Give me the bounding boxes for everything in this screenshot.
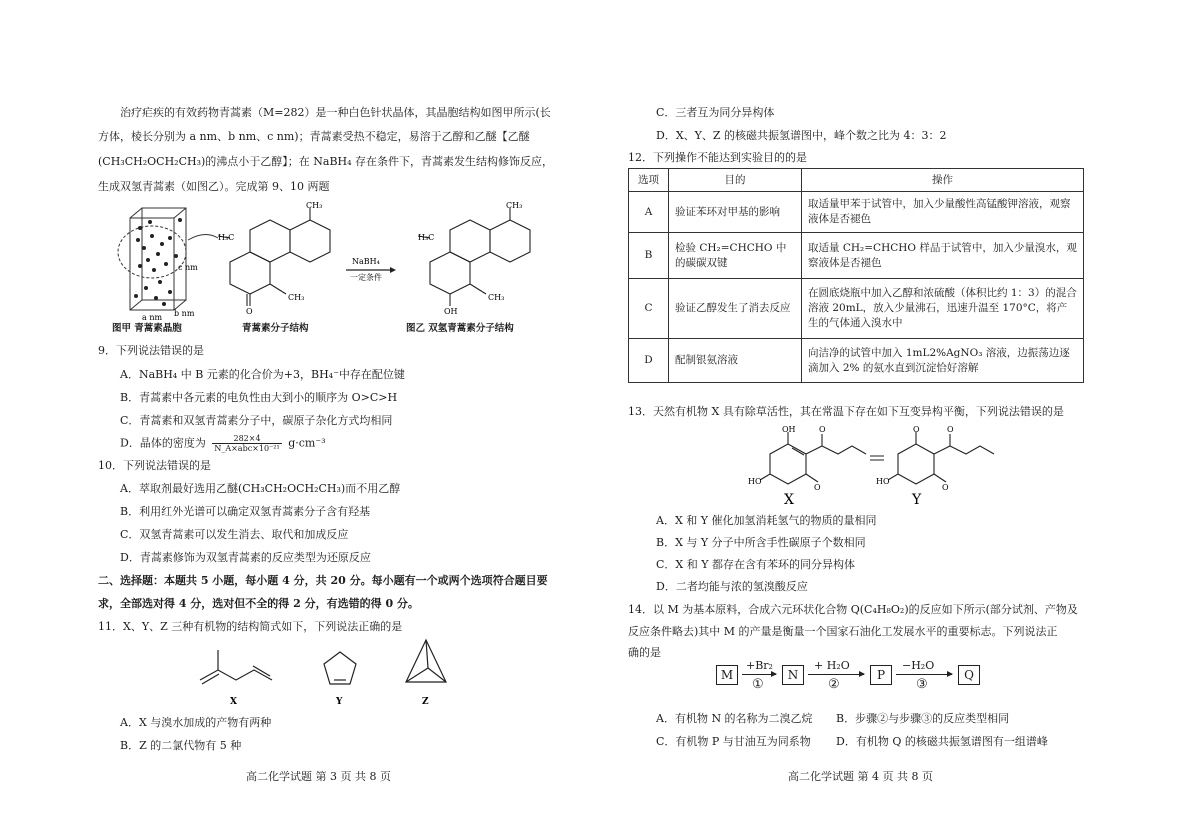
intro-line-2: 方体，棱长分别为 a nm、b nm、c nm)；青蒿素受热不稳定，易溶于乙醇和乙醚【乙醚 bbox=[98, 130, 530, 143]
q11-option-c: C．三者互为同分异构体 bbox=[656, 106, 775, 119]
label-y: Y bbox=[336, 697, 343, 707]
q13-option-d: D．二者均能与浓的氢溴酸反应 bbox=[656, 580, 808, 593]
h3c-label-2: H₃C bbox=[418, 233, 435, 242]
row-a-goal: 验证苯环对甲基的影响 bbox=[669, 192, 802, 233]
table-row bbox=[629, 192, 1084, 233]
compound-m: M bbox=[716, 665, 738, 685]
row-c-goal: 验证乙醇发生了消去反应 bbox=[669, 279, 802, 339]
q12-stem: 12．下列操作不能达到实验目的的是 bbox=[628, 151, 807, 164]
caption-jia: 图甲 青蒿素晶胞 bbox=[112, 323, 182, 334]
row-b-goal: 检验 CH₂=CHCHO 中的碳碳双键 bbox=[669, 233, 802, 279]
x-o-label-2: O bbox=[814, 483, 821, 492]
ch3-label-4: CH₃ bbox=[488, 293, 505, 302]
table-header-row bbox=[629, 169, 1084, 192]
table-row bbox=[629, 279, 1084, 339]
artemisinin-structure bbox=[218, 208, 330, 306]
section2-line-2: 求，全部选对得 4 分，选对但不全的得 2 分，有选错的得 0 分。 bbox=[98, 597, 419, 610]
ch3-label-3: CH₃ bbox=[506, 201, 523, 210]
q11-stem: 11．X、Y、Z 三种有机物的结构简式如下，下列说法正确的是 bbox=[98, 620, 403, 633]
x-oh-label: OH bbox=[782, 425, 796, 434]
q9-option-d bbox=[120, 434, 326, 453]
row-d-operation: 向洁净的试管中加入 1mL2%AgNO₃ 溶液，边振荡边逐滴加入 2% 的氨水直到沉淀恰好溶解 bbox=[802, 339, 1084, 383]
row-b-option: B bbox=[629, 233, 669, 279]
q14-stem-2: 反应条件略去)其中 M 的产量是衡量一个国家石油化工发展水平的重要标志。下列说法正 bbox=[628, 625, 1058, 638]
label-bnm: b nm bbox=[174, 309, 195, 318]
label-y: Y bbox=[912, 492, 922, 508]
y-o-label-3: O bbox=[942, 483, 949, 492]
unit-cell-diagram bbox=[118, 208, 186, 310]
reagent-bottom: 一定条件 bbox=[350, 273, 382, 282]
fraction-denominator: N_A×abc×10⁻²¹ bbox=[214, 444, 280, 453]
q11-option-a: A．X 与溴水加成的产物有两种 bbox=[120, 716, 272, 729]
arrow-step-3 bbox=[896, 674, 952, 675]
q14-stem-3: 确的是 bbox=[628, 646, 661, 659]
pointer-arrow bbox=[188, 234, 218, 240]
dihydroartemisinin-structure bbox=[418, 208, 530, 306]
compound-p: P bbox=[870, 665, 892, 685]
q9-stem: 9．下列说法错误的是 bbox=[98, 344, 204, 357]
x-o-label: O bbox=[819, 425, 826, 434]
q10-option-b: B．利用红外光谱可以确定双氢青蒿素分子含有羟基 bbox=[120, 505, 371, 518]
arrow-step-2 bbox=[808, 674, 864, 675]
q14-option-a: A．有机物 N 的名称为二溴乙烷 bbox=[656, 712, 813, 725]
q13-option-a: A．X 和 Y 催化加氢消耗氢气的物质的量相同 bbox=[656, 514, 877, 527]
q10-option-d: D．青蒿素修饰为双氢青蒿素的反应类型为还原反应 bbox=[120, 551, 371, 564]
row-c-option: C bbox=[629, 279, 669, 339]
label-z: Z bbox=[422, 697, 429, 707]
row-a-option: A bbox=[629, 192, 669, 233]
q14-reaction-flow bbox=[716, 660, 986, 700]
row-b-operation: 取适量 CH₂=CHCHO 样品于试管中，加入少量溴水，观察液体是否褪色 bbox=[802, 233, 1084, 279]
q10-stem: 10．下列说法错误的是 bbox=[98, 459, 211, 472]
oh-label: OH bbox=[444, 307, 458, 316]
section2-line-1: 二、选择题：本题共 5 小题，每小题 4 分，共 20 分。每小题有一个或两个选项符合题目要 bbox=[98, 574, 548, 587]
label-x: X bbox=[230, 697, 237, 707]
y-o-label-2: O bbox=[947, 425, 954, 434]
q9-d-unit: g·cm⁻³ bbox=[288, 436, 326, 450]
x-ho-label: HO bbox=[748, 477, 762, 486]
structure-z bbox=[406, 640, 446, 682]
q14-stem-1: 14．以 M 为基本原料，合成六元环状化合物 Q(C₄H₈O₂)的反应如下所示(部分试剂、产物及 bbox=[628, 603, 1078, 616]
q13-tautomer-figure bbox=[748, 422, 1008, 508]
q13-stem: 13．天然有机物 X 具有除草活性，其在常温下存在如下互变异构平衡，下列说法错误的是 bbox=[628, 405, 1064, 418]
step-3-label: ③ bbox=[916, 677, 928, 692]
reagent-h2o: + H₂O bbox=[814, 659, 850, 672]
reagent-br2: +Br₂ bbox=[746, 659, 773, 672]
h3c-label: H₃C bbox=[218, 233, 235, 242]
header-operation: 操作 bbox=[802, 169, 1084, 192]
header-option: 选项 bbox=[629, 169, 669, 192]
step-2-label: ② bbox=[828, 677, 840, 692]
q14-option-c: C．有机物 P 与甘油互为同系物 bbox=[656, 735, 811, 748]
compound-q: Q bbox=[958, 665, 980, 685]
ch3-label: CH₃ bbox=[306, 201, 323, 210]
table-row bbox=[629, 233, 1084, 279]
q11-option-d: D．X、Y、Z 的核磁共振氢谱图中，峰个数之比为 4：3：2 bbox=[656, 129, 947, 142]
label-x: X bbox=[784, 492, 794, 508]
structure-y bbox=[324, 652, 356, 684]
intro-line-4: 生成双氢青蒿素（如图乙）。完成第 9、10 两题 bbox=[98, 180, 330, 193]
structure-y bbox=[888, 432, 994, 484]
left-footer: 高二化学试题 第 3 页 共 8 页 bbox=[246, 770, 391, 783]
caption-yi: 图乙 双氢青蒿素分子结构 bbox=[406, 323, 514, 334]
row-a-operation: 取适量甲苯于试管中，加入少量酸性高锰酸钾溶液，观察液体是否褪色 bbox=[802, 192, 1084, 233]
row-c-operation: 在圆底烧瓶中加入乙醇和浓硫酸（体积比约 1：3）的混合溶液 20mL，放入少量沸石，迅速升温至 170°C，将产生的气体通入溴水中 bbox=[802, 279, 1084, 339]
q11-structures bbox=[190, 636, 470, 708]
y-ho-label: HO bbox=[876, 477, 890, 486]
header-goal: 目的 bbox=[669, 169, 802, 192]
cell-molecule-dots bbox=[134, 218, 182, 306]
structure-x bbox=[200, 650, 272, 684]
label-cnm: c nm bbox=[178, 263, 198, 272]
q9-d-prefix: D．晶体的密度为 bbox=[120, 436, 206, 450]
caption-molecule: 青蒿素分子结构 bbox=[242, 323, 309, 334]
q9-option-b: B．青蒿素中各元素的电负性由大到小的顺序为 O>C>H bbox=[120, 391, 398, 404]
table-row bbox=[629, 339, 1084, 383]
q9-option-a: A．NaBH₄ 中 B 元素的化合价为+3，BH₄⁻中存在配位键 bbox=[120, 368, 405, 381]
compound-n: N bbox=[782, 665, 804, 685]
intro-line-1: 治疗疟疾的有效药物青蒿素（M=282）是一种白色针状晶体，其晶胞结构如图甲所示(长 bbox=[120, 106, 551, 119]
structure-x bbox=[760, 432, 866, 484]
q11-option-b: B．Z 的二氯代物有 5 种 bbox=[120, 739, 242, 752]
o-label: O bbox=[246, 307, 253, 316]
reagent-minus-h2o: −H₂O bbox=[902, 659, 935, 672]
density-fraction bbox=[212, 434, 281, 453]
y-o-label: O bbox=[913, 425, 920, 434]
q13-option-b: B．X 与 Y 分子中所含手性碳原子个数相同 bbox=[656, 536, 866, 549]
equilibrium-arrows bbox=[870, 456, 884, 460]
reagent-top: NaBH₄ bbox=[352, 257, 380, 266]
step-1-label: ① bbox=[752, 677, 764, 692]
arrow-step-1 bbox=[742, 674, 776, 675]
q12-table bbox=[628, 168, 1084, 383]
artemisinin-figure bbox=[100, 200, 560, 340]
right-footer: 高二化学试题 第 4 页 共 8 页 bbox=[788, 770, 933, 783]
ch3-label-2: CH₃ bbox=[288, 293, 305, 302]
intro-line-3: (CH₃CH₂OCH₂CH₃)的沸点小于乙醇】；在 NaBH₄ 存在条件下，青蒿素发生结构修饰反应， bbox=[98, 155, 554, 168]
q14-option-d: D．有机物 Q 的核磁共振氢谱图有一组谱峰 bbox=[836, 735, 1048, 748]
fraction-numerator: 282×4 bbox=[212, 434, 281, 444]
label-anm: a nm bbox=[142, 313, 163, 322]
row-d-option: D bbox=[629, 339, 669, 383]
q10-option-c: C．双氢青蒿素可以发生消去、取代和加成反应 bbox=[120, 528, 349, 541]
q14-option-b: B．步骤②与步骤③的反应类型相同 bbox=[836, 712, 1010, 725]
q10-option-a: A．萃取剂最好选用乙醚(CH₃CH₂OCH₂CH₃)而不用乙醇 bbox=[120, 482, 401, 495]
q9-option-c: C．青蒿素和双氢青蒿素分子中，碳原子杂化方式均相同 bbox=[120, 414, 393, 427]
q13-option-c: C．X 和 Y 都存在含有苯环的同分异构体 bbox=[656, 558, 855, 571]
row-d-goal: 配制银氨溶液 bbox=[669, 339, 802, 383]
